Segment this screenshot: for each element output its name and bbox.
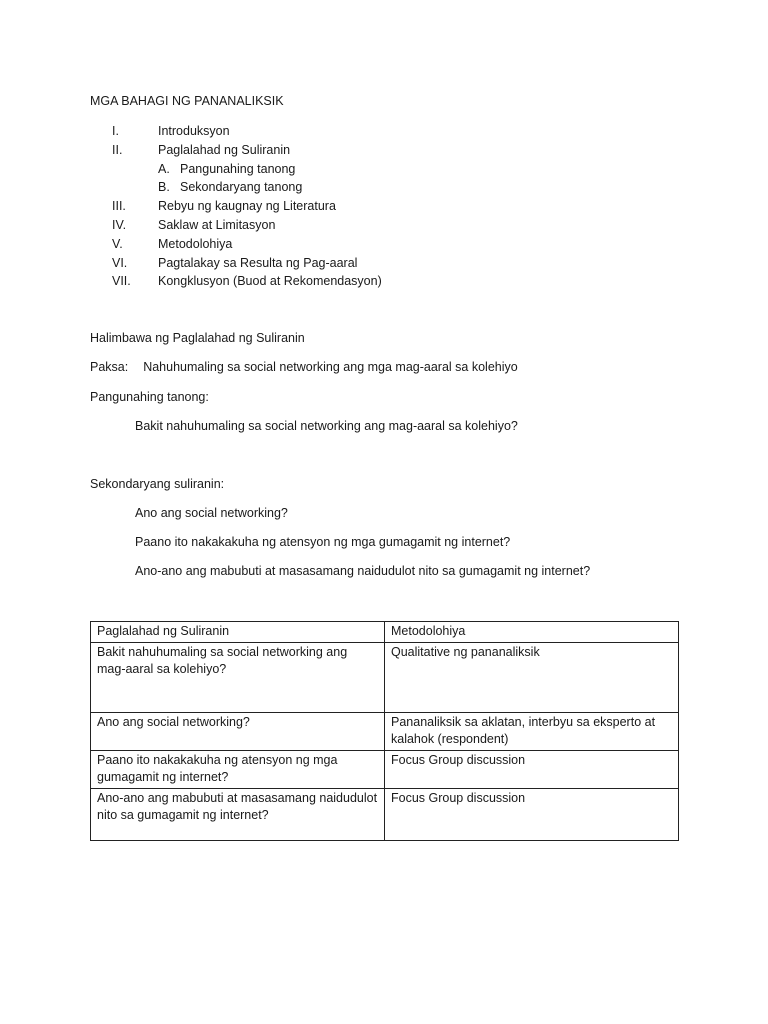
main-question: Bakit nahuhumaling sa social networking ang mag-aaral sa kolehiyo? [135, 419, 518, 433]
outline-number: II. [112, 142, 123, 157]
outline-text: Metodolohiya [158, 236, 233, 251]
outline-text: Paglalahad ng Suliranin [158, 142, 291, 157]
outline-letter: B. [158, 180, 170, 195]
outline-text: Introduksyon [158, 124, 230, 138]
outline-text: Sekondaryang tanong [180, 180, 303, 195]
table-cell: Ano ang social networking? [91, 712, 385, 750]
outline-list [90, 122, 590, 291]
outline-letter: A. [158, 161, 170, 176]
paksa-line [90, 360, 518, 374]
outline-item [90, 272, 590, 291]
outline-item [90, 197, 590, 216]
paksa-text: Nahuhumaling sa social networking ang mga mag-aaral sa kolehiyo [143, 360, 518, 374]
table-row [91, 712, 679, 750]
table-header-row [91, 622, 679, 643]
outline-subitem [90, 160, 590, 179]
table-row [91, 642, 679, 712]
table-header-cell: Metodolohiya [385, 622, 679, 643]
outline-item [90, 122, 590, 141]
outline-text: Kongklusyon (Buod at Rekomendasyon) [158, 274, 382, 289]
secondary-question: Ano ang social networking? [135, 506, 288, 520]
main-question-label: Pangunahing tanong: [90, 390, 209, 404]
table-cell: Focus Group discussion [385, 788, 679, 840]
table-header-cell: Paglalahad ng Suliranin [91, 622, 385, 643]
paksa-label: Paksa: [90, 360, 129, 374]
table-row [91, 788, 679, 840]
outline-text: Pagtalakay sa Resulta ng Pag-aaral [158, 255, 358, 270]
outline-number: VI. [112, 255, 128, 270]
table-cell: Qualitative ng pananaliksik [385, 642, 679, 712]
outline-text: Rebyu ng kaugnay ng Literatura [158, 199, 336, 214]
methodology-table [90, 621, 678, 841]
outline-number: I. [112, 124, 119, 138]
table-cell: Pananaliksik sa aklatan, interbyu sa eksperto at kalahok (respondent) [385, 712, 679, 750]
secondary-question: Paano ito nakakakuha ng atensyon ng mga gumagamit ng internet? [135, 535, 511, 549]
outline-item [90, 235, 590, 254]
outline-number: III. [112, 199, 126, 214]
outline-subitem [90, 178, 590, 197]
outline-item [90, 254, 590, 273]
secondary-question: Ano-ano ang mabubuti at masasamang naidudulot nito sa gumagamit ng internet? [135, 564, 591, 578]
outline-text: Pangunahing tanong [180, 161, 296, 176]
table-cell: Ano-ano ang mabubuti at masasamang naidudulot nito sa gumagamit ng internet? [91, 788, 385, 840]
table-cell: Bakit nahuhumaling sa social networking ang mag-aaral sa kolehiyo? [91, 642, 385, 712]
table-cell: Paano ito nakakakuha ng atensyon ng mga gumagamit ng internet? [91, 750, 385, 788]
outline-item [90, 141, 590, 160]
outline-item [90, 216, 590, 235]
table-row [91, 750, 679, 788]
outline-number: VII. [112, 274, 131, 289]
example-title: Halimbawa ng Paglalahad ng Suliranin [90, 331, 305, 345]
page-heading: MGA BAHAGI NG PANANALIKSIK [90, 94, 284, 108]
table-cell: Focus Group discussion [385, 750, 679, 788]
outline-text: Saklaw at Limitasyon [158, 217, 276, 232]
secondary-label: Sekondaryang suliranin: [90, 477, 225, 491]
outline-number: IV. [112, 217, 127, 232]
outline-number: V. [112, 236, 123, 251]
